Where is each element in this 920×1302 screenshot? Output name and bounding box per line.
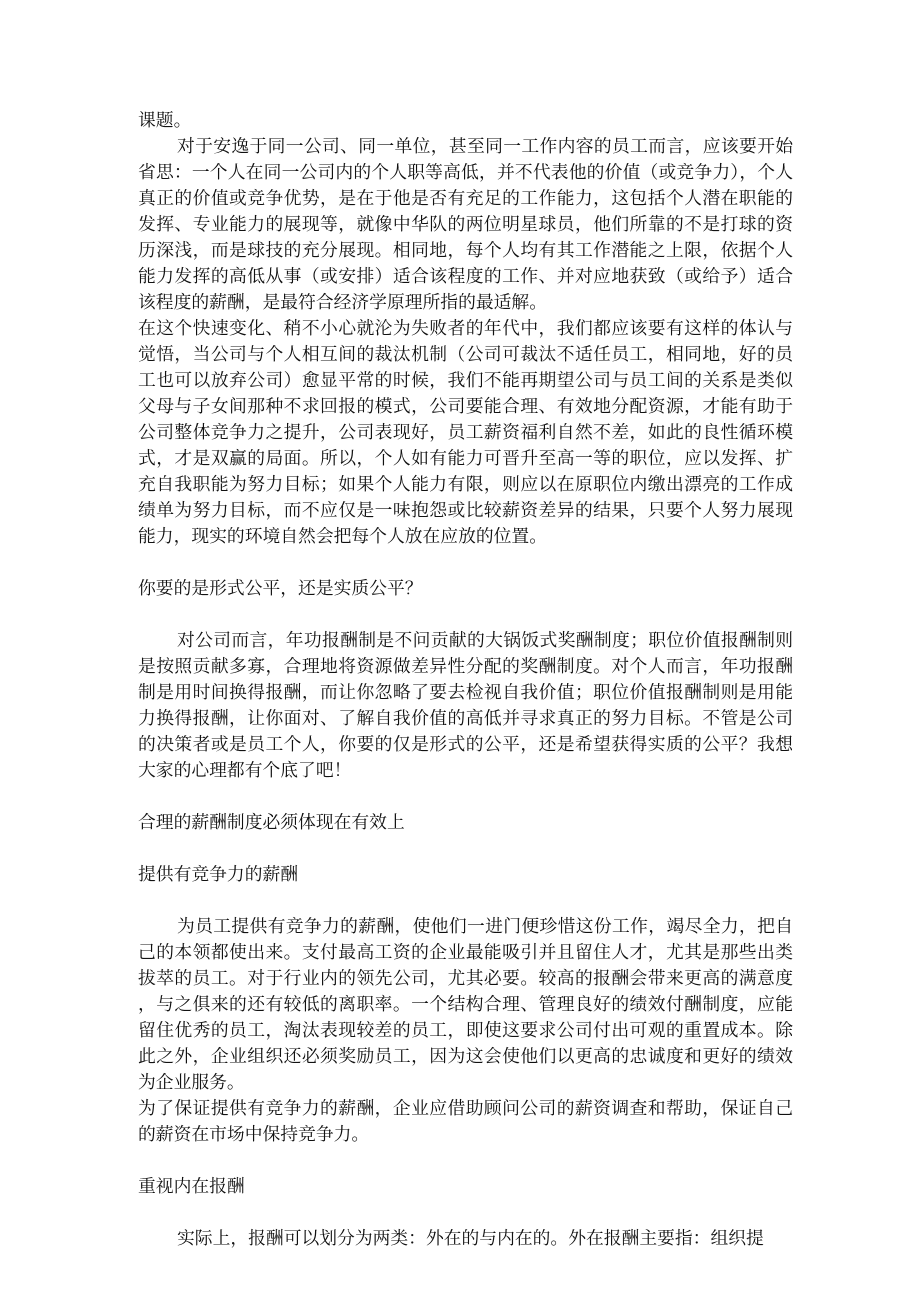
paragraph: 对于安逸于同一公司、同一单位，甚至同一工作内容的员工而言，应该要开始省思：一个人在同一公司内的个人职等高低，并不代表他的价值（或竞争力），个人真正的价值或竞争优势，是在于他是否有充足的工作能力，这包括个人潜在职能的发挥、专业能力的展现等，就像中华队的两位明星球员，他们所靠的不是打球的资历深浅，而是球技的充分展现。相同地，每个人均有其工作潜能之上限，依据个人能力发挥的高低从事（或安排）适合该程度的工作、并对应地获致（或给予）适合该程度的薪酬，是最符合经济学原理所指的最适解。 <box>138 136 793 313</box>
paragraph: 对公司而言，年功报酬制是不问贡献的大锅饭式奖酬制度；职位价值报酬制则是按照贡献多寡，合理地将资源做差异性分配的奖酬制度。对个人而言，年功报酬制是用时间换得报酬，而让你忽略了要去检视自我价值；职位价值报酬制则是用能力换得报酬，让你面对、了解自我价值的高低并寻求真正的努力目标。不管是公司的决策者或是员工个人，你要的仅是形式的公平，还是希望获得实质的公平？我想大家的心理都有个底了吧！ <box>138 630 793 781</box>
blank-line <box>138 888 793 914</box>
section-heading: 合理的薪酬制度必须体现在有效上 <box>138 812 405 833</box>
blank-line <box>138 1200 793 1226</box>
blank-line <box>138 836 793 862</box>
paragraph: 在这个快速变化、稍不小心就沦为失败者的年代中，我们都应该要有这样的体认与觉悟，当公司与个人相互间的裁汰机制（公司可裁汰不适任员工，相同地，好的员工也可以放弃公司）愈显平常的时候，我们不能再期望公司与员工间的关系是类似父母与子女间那种不求回报的模式，公司要能合理、有效地分配资源，才能有助于公司整体竞争力之提升，公司表现好，员工薪资福利自然不差，如此的良性循环模式，才是双赢的局面。所以，个人如有能力可晋升至高一等的职位，应以发挥、扩充自我职能为努力目标；如果个人能力有限，则应以在原职位内缴出漂亮的工作成绩单为努力目标，而不应仅是一味抱怨或比较薪资差异的结果，只要个人努力展现能力，现实的环境自然会把每个人放在应放的位置。 <box>138 318 793 547</box>
blank-line <box>138 1148 793 1174</box>
section-heading: 提供有竞争力的薪酬 <box>138 864 299 885</box>
section-heading: 重视内在报酬 <box>138 1176 245 1197</box>
paragraph: 课题。 <box>138 110 192 131</box>
paragraph: 实际上，报酬可以划分为两类：外在的与内在的。外在报酬主要指：组织提 <box>177 1228 764 1249</box>
paragraph: 为了保证提供有竞争力的薪酬，企业应借助顾问公司的薪资调查和帮助，保证自己的薪资在市场中保持竞争力。 <box>138 1098 793 1145</box>
paragraph: 为员工提供有竞争力的薪酬，使他们一进门便珍惜这份工作，竭尽全力，把自己的本领都使出来。支付最高工资的企业最能吸引并且留住人才，尤其是那些出类拔萃的员工。对于行业内的领先公司，尤其必要。较高的报酬会带来更高的满意度，与之俱来的还有较低的离职率。一个结构合理、管理良好的绩效付酬制度，应能留住优秀的员工，淘汰表现较差的员工，即使这要求公司付出可观的重置成本。除此之外，企业组织还必须奖励员工，因为这会使他们以更高的忠诚度和更好的绩效为企业服务。 <box>138 916 793 1093</box>
blank-line <box>138 784 793 810</box>
blank-line <box>138 550 793 576</box>
blank-line <box>138 602 793 628</box>
section-heading: 你要的是形式公平，还是实质公平？ <box>138 578 423 599</box>
document-page <box>138 108 793 1252</box>
